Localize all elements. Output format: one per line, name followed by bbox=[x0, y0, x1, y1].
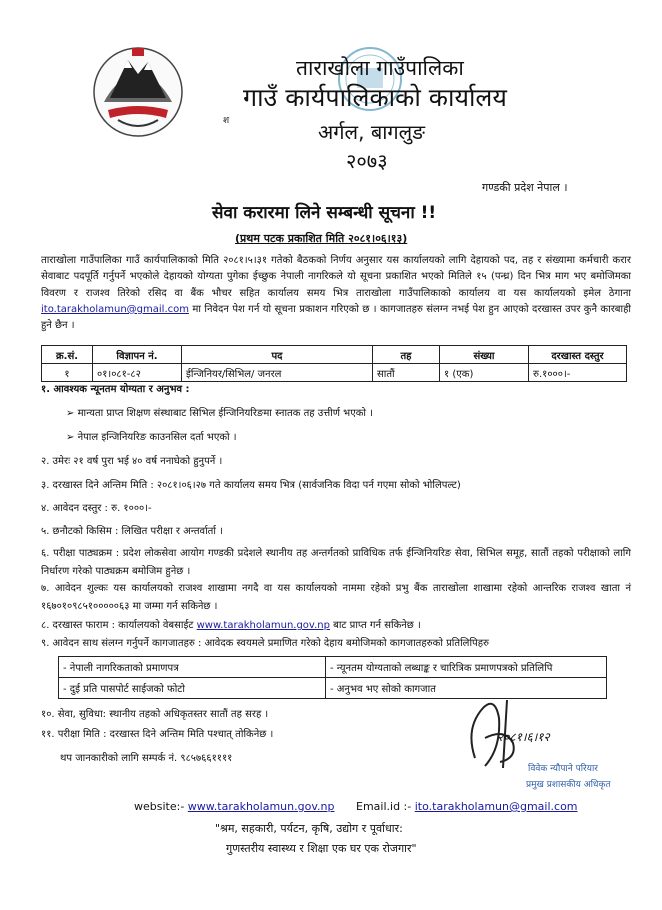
item-4-fee: ४. आवेदन दस्तुर : रु. १०००।- bbox=[41, 503, 152, 514]
table-header-row bbox=[42, 346, 627, 364]
item-7-payment: ७. आवेदन शुल्कः यस कार्यालयको राजश्व शाखामा नगदै वा यस कार्यालयको नाममा रहेको प्रभु बैंक ताराखोला शाखामा रहेको आन्तरिक राजश्व खाता नं १६७०१०९८५१०००००६३ मा जम्मा गर्न सकिनेछ । bbox=[41, 583, 631, 612]
footer-email-link[interactable]: ito.tarakholamun@gmail.com bbox=[414, 800, 578, 813]
notice-title: सेवा करारमा लिने सम्बन्धी सूचना !! bbox=[212, 203, 437, 223]
notice-subtitle: (प्रथम पटक प्रकाशित मिति २०८१।०६।१३) bbox=[235, 232, 408, 245]
table-header-cell: संख्या bbox=[440, 346, 529, 364]
signature-date: २०८१।६।१२ bbox=[497, 730, 550, 744]
notice-body-part2: मा निवेदन पेश गर्न यो सूचना प्रकाशन गरिएको छ । कागजातहरु संलग्न नभई पेश हुन आएको दरखास्त उपर कुनै कारबाही हुने छैन । bbox=[41, 303, 631, 332]
table-cell: - न्यूनतम योग्यताको लब्धाङ्क र चारित्रिक प्रमाणपत्रको प्रतिलिपि bbox=[326, 657, 607, 678]
email-label: Email.id :- bbox=[356, 800, 415, 813]
notice-body-part1: ताराखोला गाउँपालिका गाउँ कार्यपालिकाको मिति २०८१।५।३१ गतेको बैठकको निर्णय अनुसार यस कार्यालयको लागि देहायको पद, तह र संख्यामा कर्मचारी करार सेवाबाट पदपूर्ति गर्नुपर्ने भएकोले देहायको योग्यता पुगेका ईच्छुक नेपाली नागरिकले यो सूचना प्रकाशित भएको मितिले १५ (पन्ध्र) दिन भित्र माग भए बमोजिमका विवरण र राजश्व तिरेको रसिद वा बैंक भौचर सहित कार्यालय समय भित्र ताराखोला गाउँपालिकाको कार्यालय वा यस कार्यालयको इमेल ठेगाना bbox=[41, 255, 631, 299]
table-cell: १ (एक) bbox=[440, 364, 529, 382]
item-9-documents: ९. आवेदन साथ संलग्न गर्नुपर्ने कागजातहरु : आवेदक स्वयमले प्रमाणित गरेको देहाय बमोजिमको कागजातहरुको प्रतिलिपिहरु bbox=[41, 638, 490, 649]
item-1b-text: नेपाल इन्जिनियरिङ काउनसिल दर्ता भएको । bbox=[77, 432, 237, 443]
item-8-prefix: ८. दरखास्त फाराम : कार्यालयको वेबसाईट bbox=[41, 620, 197, 631]
table-cell: - नेपाली नागरिकताको प्रमाणपत्र bbox=[59, 657, 326, 678]
nepal-emblem-icon bbox=[88, 40, 188, 140]
table-cell: रु.१०००।- bbox=[529, 364, 627, 382]
arrow-bullet-icon: ➢ bbox=[66, 408, 78, 419]
footer-motto-2: गुणस्तरीय स्वास्थ्य र शिक्षा एक घर एक रोजगार" bbox=[226, 842, 417, 855]
table-row bbox=[42, 364, 627, 382]
table-header-cell: क्र.सं. bbox=[42, 346, 93, 364]
table-cell: सातौं bbox=[373, 364, 440, 382]
website-link[interactable]: www.tarakholamun.gov.np bbox=[196, 620, 330, 631]
item-1a bbox=[66, 407, 373, 421]
item-1a-text: मान्यता प्राप्त शिक्षण संस्थाबाट सिभिल ईन्जिनियरिङमा स्नातक तह उत्तीर्ण भएको । bbox=[77, 408, 373, 419]
arrow-bullet-icon: ➢ bbox=[66, 432, 78, 443]
footer-email-row bbox=[356, 800, 578, 814]
table-header-cell: तह bbox=[373, 346, 440, 364]
table-header-cell: पद bbox=[182, 346, 373, 364]
notice-email-link[interactable]: ito.tarakholamun@gmail.com bbox=[41, 303, 189, 315]
vacancy-table bbox=[41, 345, 627, 382]
footer-website-row bbox=[134, 800, 334, 814]
signatory-name: विवेक न्यौपाने परियार bbox=[528, 764, 598, 774]
notice-body bbox=[41, 253, 631, 334]
header-office-name: गाउँ कार्यपालिकाको कार्यालय bbox=[243, 83, 507, 112]
item-8-form bbox=[41, 619, 421, 633]
item-3-deadline: ३. दरखास्त दिने अन्तिम मिति : २०८१।०६।२७ गते कार्यालय समय भित्र (सार्वजनिक विदा पर्न गएमा सोको भोलिपल्ट) bbox=[41, 480, 461, 491]
footer-website-link[interactable]: www.tarakholamun.gov.np bbox=[187, 800, 335, 813]
item-1-qualification: १. आवश्यक न्यूनतम योग्यता र अनुभव : bbox=[41, 384, 190, 395]
table-row bbox=[59, 657, 607, 678]
header-year: २०७३ bbox=[346, 149, 388, 173]
table-header-cell: विज्ञापन नं. bbox=[93, 346, 182, 364]
item-6-syllabus: ६. परीक्षा पाठ्यक्रम : प्रदेश लोकसेवा आयोग गण्डकी प्रदेशले स्थानीय तह अन्तर्गतको प्राविधिक तर्फ ईन्जिनियरिङ सेवा, सिभिल समूह, सातौं तहको परीक्षाको लागि निर्धारण गरेको पाठ्यक्रम बमोजिम हुनेछ । bbox=[41, 548, 631, 577]
signatory-title: प्रमुख प्रशासकीय अधिकृत bbox=[526, 780, 611, 790]
header-marker: श bbox=[223, 116, 230, 126]
item-1b bbox=[66, 431, 237, 445]
table-cell: १ bbox=[42, 364, 93, 382]
table-cell: - अनुभव भए सोको कागजात bbox=[326, 678, 607, 699]
footer-motto-1: "श्रम, सहकारी, पर्यटन, कृषि, उद्योग र पूर्वाधार: bbox=[215, 822, 403, 835]
item-2-age: २. उमेरः २१ वर्ष पुरा भई ४० वर्ष ननाघेको हुनुपर्ने । bbox=[41, 456, 223, 467]
table-cell: - दुई प्रति पासपोर्ट साईजको फोटो bbox=[59, 678, 326, 699]
table-cell: ०१।०८१-८२ bbox=[93, 364, 182, 382]
item-5-selection: ५. छनौटको किसिम : लिखित परीक्षा र अन्तर्वार्ता । bbox=[41, 526, 223, 537]
item-8-suffix: बाट प्राप्त गर्न सकिनेछ । bbox=[329, 620, 421, 631]
item-11-exam-date: ११. परीक्षा मिति : दरखास्त दिने अन्तिम मिति पश्चात् तोकिनेछ । bbox=[41, 729, 274, 740]
table-header-cell: दरखास्त दस्तुर bbox=[529, 346, 627, 364]
header-municipality-name: ताराखोला गाउँपालिका bbox=[296, 56, 464, 80]
header-address: अर्गल, बागलुङ bbox=[318, 120, 425, 144]
contact-number: थप जानकारीको लागि सम्पर्क नं. ९८५७६६११११ bbox=[60, 753, 233, 764]
item-10-benefits: १०. सेवा, सुविधा: स्थानीय तहको अधिकृतस्तर सातौं तह सरह । bbox=[41, 709, 269, 720]
table-cell: ईन्जिनियर/सिभिल/ जनरल bbox=[182, 364, 373, 382]
website-label: website:- bbox=[134, 800, 188, 813]
header-province: गण्डकी प्रदेश नेपाल । bbox=[482, 181, 568, 194]
